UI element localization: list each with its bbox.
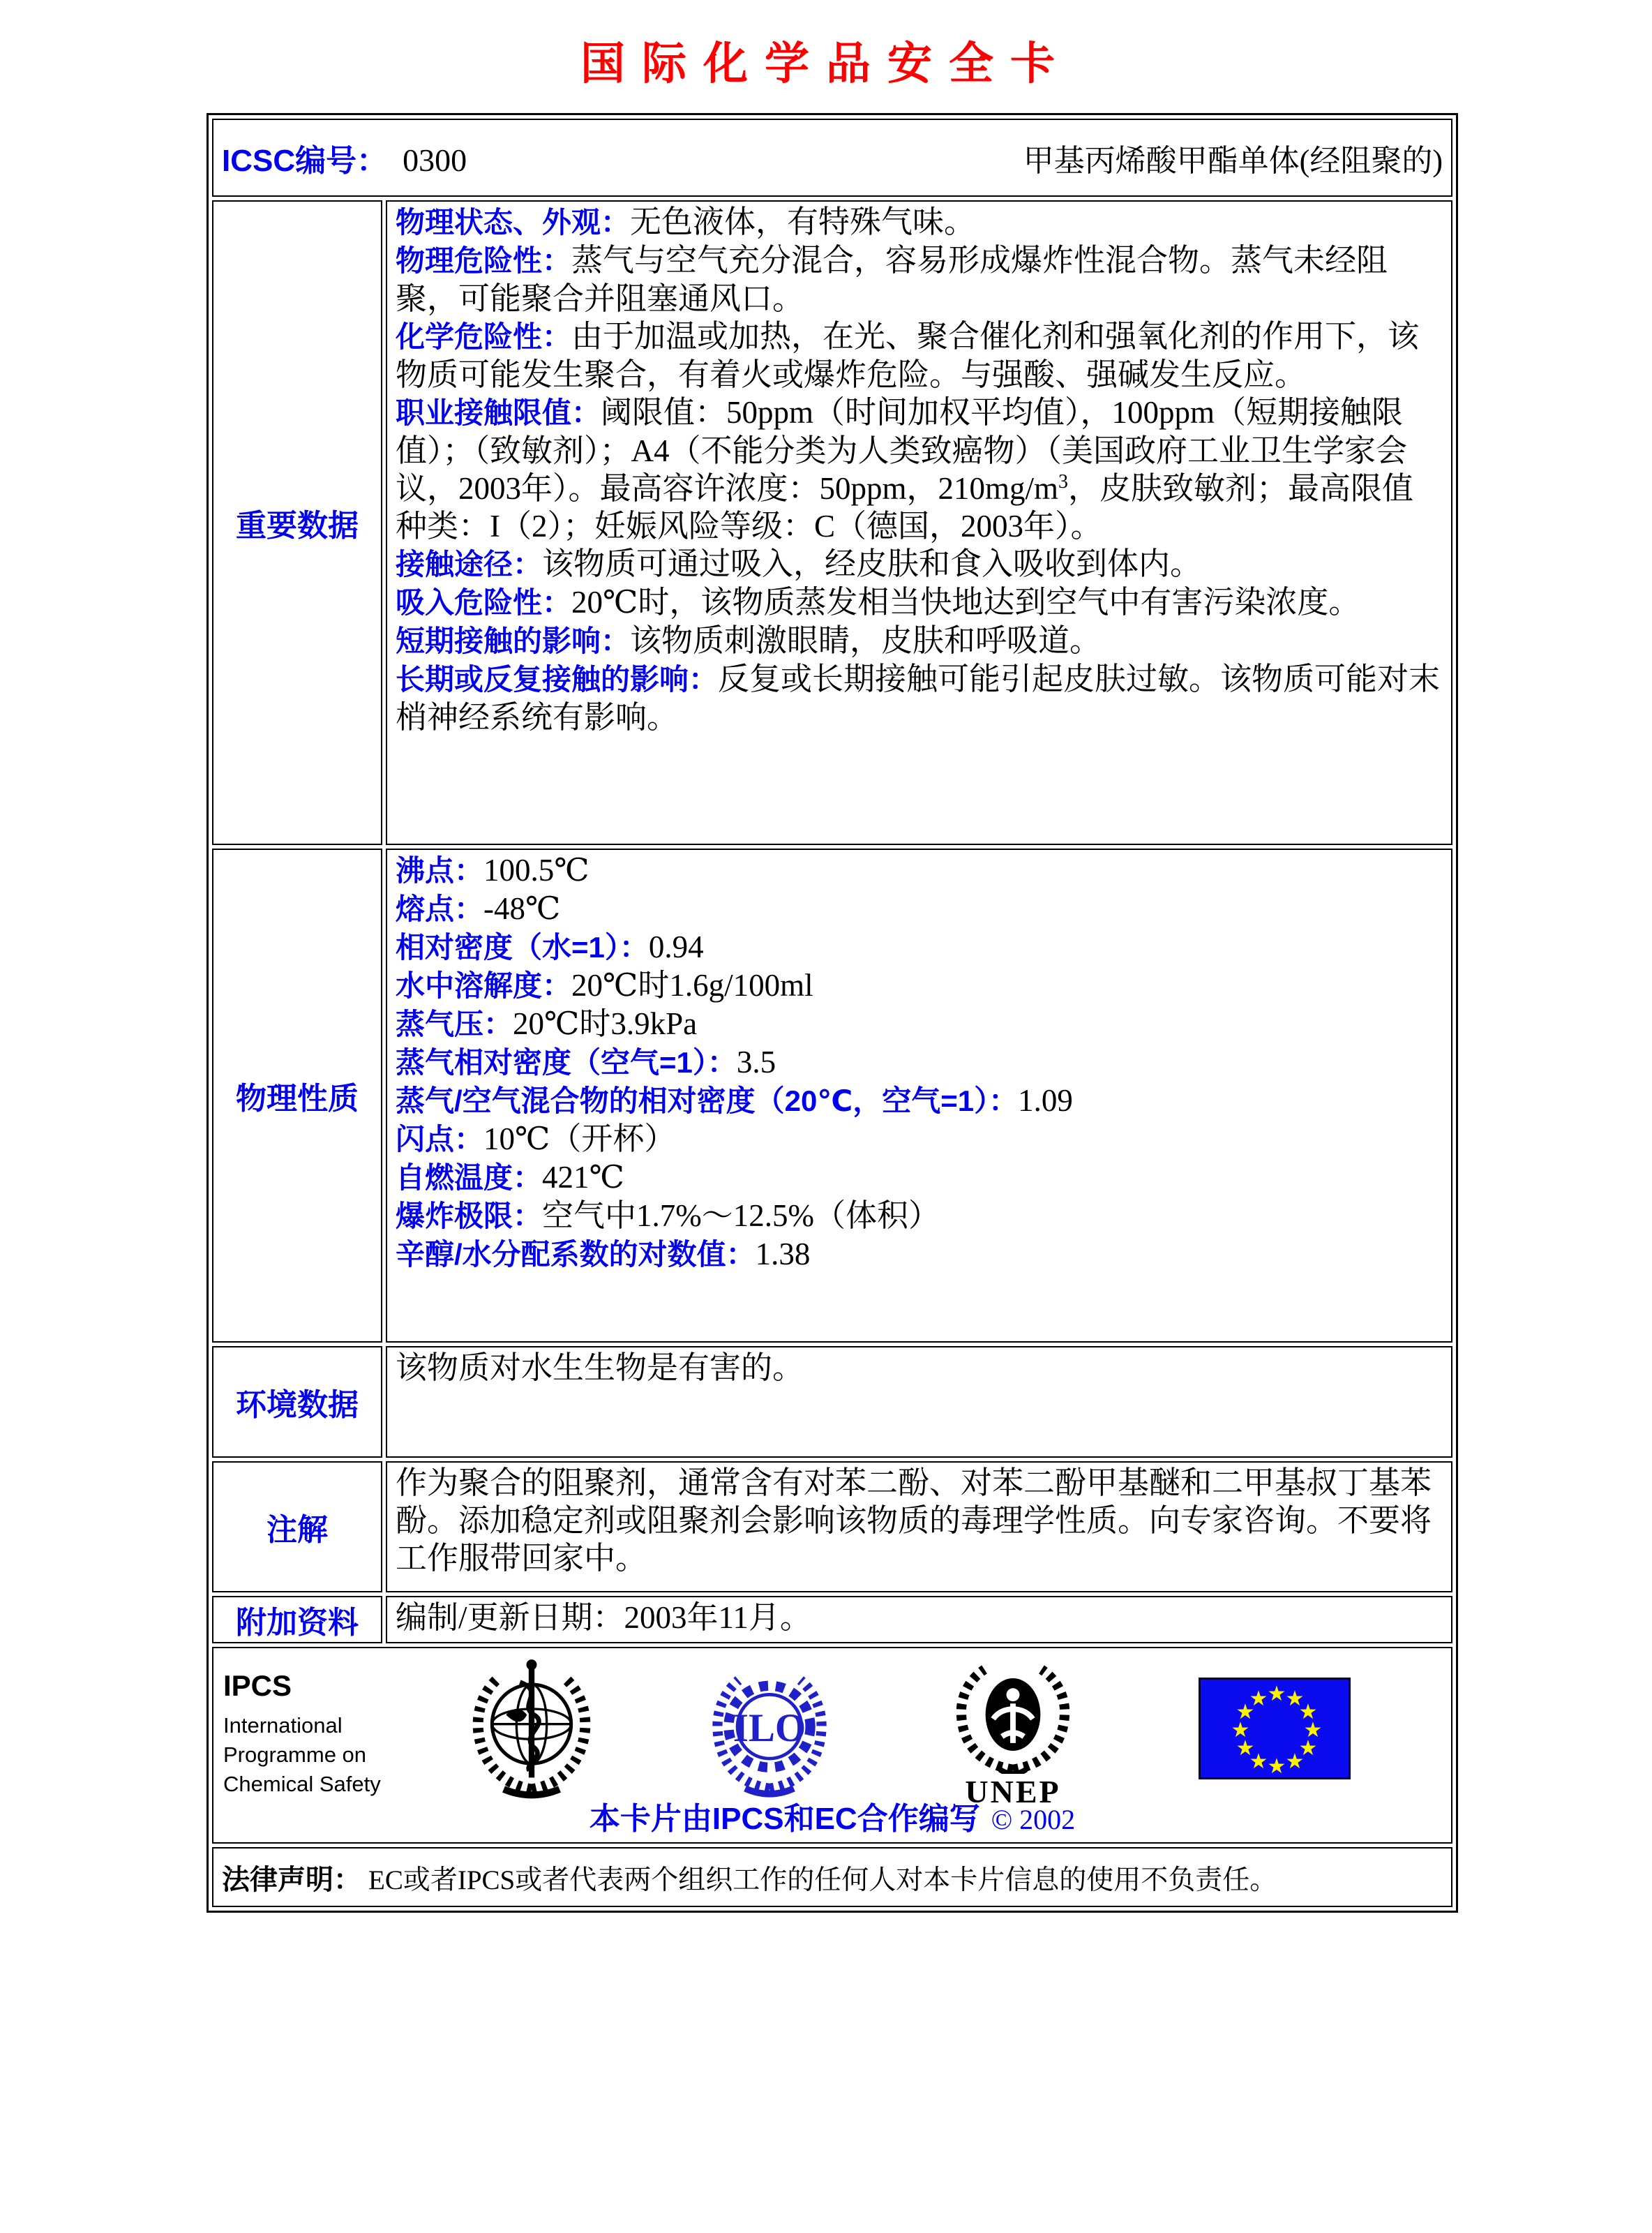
field-key: 物理危险性： (396, 244, 572, 277)
field-value: 反复或长期接触可能引起皮肤过敏。该物质可能对末梢神经系统有影响。 (396, 662, 1441, 735)
field-key: 辛醇/水分配系数的对数值： (396, 1238, 756, 1271)
header-row (212, 119, 1452, 197)
field-value: 该物质刺激眼睛，皮肤和呼吸道。 (630, 623, 1102, 658)
logos-cell (212, 1647, 1452, 1844)
section-content-environmental-data (386, 1346, 1452, 1458)
field-row (396, 622, 1443, 660)
field-value: 3.5 (736, 1045, 776, 1080)
field-value: 由于加温或加热，在光、聚合催化剂和强氧化剂的作用下，该物质可能发生聚合，有着火或爆炸危险。与强酸、强碱发生反应。 (396, 319, 1420, 392)
field-row (396, 1235, 1443, 1274)
field-row (396, 1349, 1443, 1387)
field-value: 100.5℃ (483, 853, 590, 888)
section-label-important-data: 重要数据 (212, 200, 382, 845)
field-row (396, 851, 1443, 890)
field-row (396, 1197, 1443, 1235)
field-value: 该物质可通过吸入，经皮肤和食入吸收到体内。 (542, 546, 1202, 581)
icsc-number-label: ICSC编号： (222, 144, 388, 178)
field-row (396, 545, 1443, 583)
field-row (396, 890, 1443, 928)
environmental-data-row (212, 1346, 1452, 1458)
ipcs-title: IPCS (223, 1669, 292, 1702)
field-row (396, 241, 1443, 318)
icsc-number-value: 0300 (403, 142, 467, 178)
field-value: 编制/更新日期：2003年11月。 (396, 1600, 811, 1635)
field-row (396, 1043, 1443, 1082)
ipcs-subtitle-line: Programme on (223, 1742, 367, 1767)
section-content-additional-info (386, 1596, 1452, 1643)
copyright-text: © 2002 (991, 1804, 1076, 1835)
unep-emblem-icon (947, 1655, 1079, 1774)
section-content-physical-properties (386, 849, 1452, 1343)
field-value: 无色液体，有特殊气味。 (630, 204, 976, 239)
ilo-letters: ILO (733, 1705, 806, 1750)
field-value: 20℃时3.9kPa (513, 1006, 698, 1041)
field-key: 水中溶解度： (396, 969, 572, 1002)
field-key: 接触途径： (396, 548, 543, 581)
ipcs-subtitle-line: Chemical Safety (223, 1772, 381, 1796)
chemical-name: 甲基丙烯酸甲酯单体(经阻聚的) (1023, 144, 1443, 178)
field-row (396, 1120, 1443, 1158)
field-value: ，皮肤致敏剂；最高限值种类：I（2）；妊娠风险等级：C（德国，2003年）。 (396, 471, 1414, 544)
icsc-card-table (206, 113, 1458, 1913)
legal-row (212, 1847, 1452, 1907)
unep-block (943, 1655, 1083, 1810)
field-row (396, 660, 1443, 736)
field-value: 阈限值：50ppm（时间加权平均值），100ppm（短期接触限值）；（致敏剂）；A4（不能分类为人类致癌物）（美国政府工业卫生学家会议，2003年）。最高容许浓度：50ppm，210mg/m (396, 395, 1407, 506)
field-value: 1.38 (755, 1237, 811, 1271)
field-row (396, 966, 1443, 1005)
field-value: 10℃（开杯） (483, 1121, 676, 1156)
footer-logos (213, 1648, 1451, 1842)
section-label-notes: 注解 (212, 1461, 382, 1592)
ipcs-text-block (223, 1669, 381, 1799)
field-key: 物理状态、外观： (396, 206, 631, 239)
field-value: 该物质对水生生物是有害的。 (396, 1350, 804, 1385)
field-key: 爆炸极限： (396, 1200, 543, 1232)
field-value: 20℃时1.6g/100ml (571, 968, 813, 1003)
field-row (396, 318, 1443, 394)
field-key: 蒸气/空气混合物的相对密度（20℃，空气=1）： (396, 1084, 1019, 1117)
field-key: 蒸气压： (396, 1008, 513, 1040)
unep-label: UNEP (965, 1774, 1061, 1809)
field-value: 20℃时，该物质蒸发相当快地达到空气中有害污染浓度。 (571, 585, 1360, 620)
credit-text: 本卡片由IPCS和EC合作编写 (589, 1802, 980, 1836)
field-row (396, 394, 1443, 545)
field-row (396, 928, 1443, 966)
page-title: 国际化学品安全卡 (580, 38, 1072, 89)
field-row (396, 1464, 1443, 1577)
header-cell (212, 119, 1452, 197)
legal-label: 法律声明： (222, 1864, 361, 1895)
who-emblem-icon (462, 1657, 601, 1803)
field-value: 0.94 (648, 929, 704, 964)
field-row (396, 1599, 1443, 1636)
field-row (396, 1158, 1443, 1197)
legal-text: EC或者IPCS或者代表两个组织工作的任何人对本卡片信息的使用不负责任。 (368, 1865, 1277, 1895)
physical-properties-row (212, 849, 1452, 1343)
field-row (396, 203, 1443, 241)
ilo-emblem-icon (703, 1657, 836, 1803)
field-key: 沸点： (396, 854, 484, 887)
field-key: 长期或反复接触的影响： (396, 663, 719, 696)
section-label-additional-info: 附加资料 (212, 1596, 382, 1643)
field-row (396, 1005, 1443, 1043)
field-key: 相对密度（水=1）： (396, 931, 649, 964)
section-content-important-data (386, 200, 1452, 845)
icsc-number-group (222, 135, 467, 180)
field-value: 1.09 (1018, 1083, 1073, 1118)
additional-info-row (212, 1596, 1452, 1643)
important-data-row (212, 200, 1452, 845)
field-key: 蒸气相对密度（空气=1）： (396, 1046, 737, 1079)
field-value: 421℃ (542, 1160, 624, 1195)
section-label-environmental-data: 环境数据 (212, 1346, 382, 1458)
field-key: 职业接触限值： (396, 396, 601, 429)
field-key: 短期接触的影响： (396, 625, 631, 657)
superscript-exponent: 3 (1058, 471, 1069, 493)
field-value: 作为聚合的阻聚剂，通常含有对苯二酚、对苯二酚甲基醚和二甲基叔丁基苯酚。添加稳定剂或阻聚剂会影响该物质的毒理学性质。向专家咨询。不要将工作服带回家中。 (396, 1465, 1432, 1576)
field-key: 闪点： (396, 1123, 484, 1156)
field-value: 空气中1.7%～12.5%（体积） (542, 1198, 940, 1233)
field-value: 蒸气与空气充分混合，容易形成爆炸性混合物。蒸气未经阻聚，可能聚合并阻塞通风口。 (396, 243, 1388, 316)
field-key: 熔点： (396, 893, 484, 925)
section-content-notes (386, 1461, 1452, 1592)
field-key: 化学危险性： (396, 320, 572, 353)
field-key: 吸入危险性： (396, 586, 572, 619)
field-row (396, 583, 1443, 622)
section-label-physical-properties: 物理性质 (212, 849, 382, 1343)
credit-line (213, 1793, 1451, 1838)
notes-row (212, 1461, 1452, 1592)
eu-flag-icon: ★ ★ ★ ★ ★ ★ ★ ★ ★ ★ ★ ★ (1199, 1678, 1351, 1779)
field-value: -48℃ (483, 891, 561, 926)
ipcs-subtitle-line: International (223, 1713, 343, 1738)
logos-row (212, 1647, 1452, 1844)
field-row (396, 1082, 1443, 1120)
legal-cell (212, 1847, 1452, 1907)
field-key: 自燃温度： (396, 1161, 543, 1194)
